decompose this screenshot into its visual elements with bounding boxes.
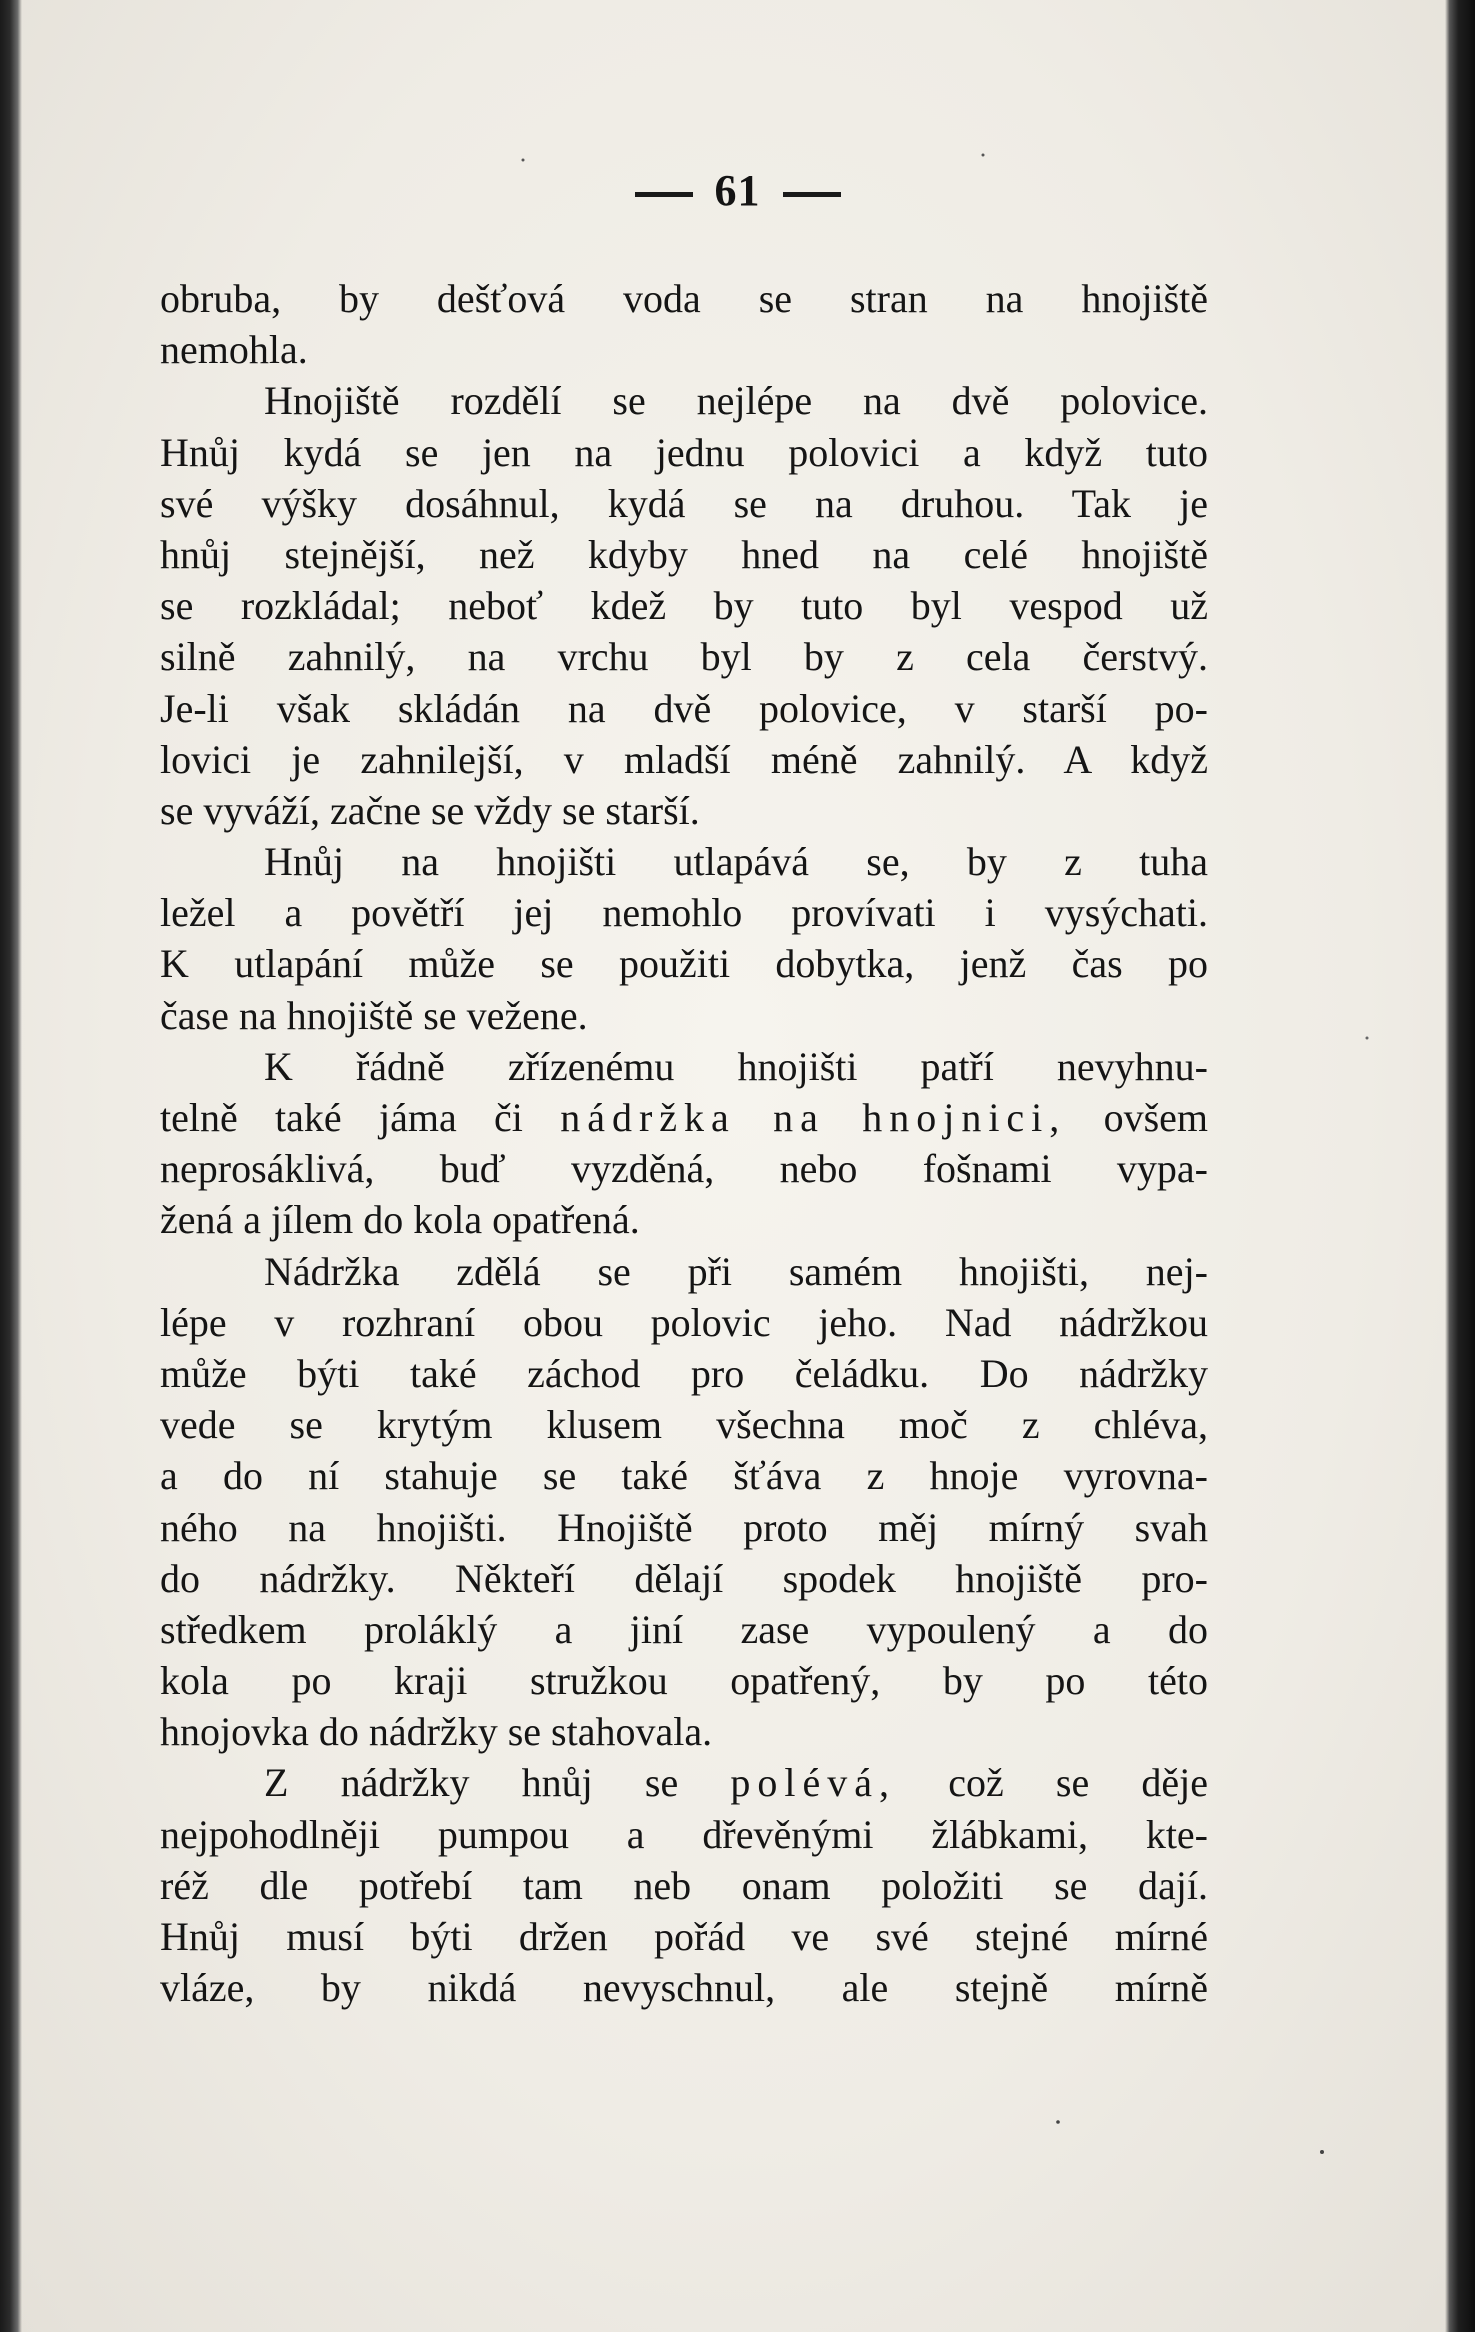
text-line: čase na hnojiště se vežene. <box>160 992 588 1038</box>
text-line: Nádržka zdělá se při samém hnojišti, nej- <box>264 1248 1208 1294</box>
text-line: středkem proláklý a jiní zase vypoulený a do <box>160 1606 1208 1652</box>
right-page-edge <box>1445 0 1475 2332</box>
text-line: do nádržky. Někteří dělají spodek hnojiště pro- <box>160 1555 1208 1601</box>
header-dash-right <box>783 192 841 197</box>
text-line: a do ní stahuje se také šťáva z hnoje vyrovna- <box>160 1453 1208 1499</box>
text-line: se vyváží, začne se vždy se starší. <box>160 787 700 833</box>
header-dash-left <box>635 192 693 197</box>
text-line: vláze, by nikdá nevyschnul, ale stejně mírně <box>160 1965 1208 2011</box>
text-line: se rozkládal; neboť kdež by tuto byl vespod už <box>160 583 1208 629</box>
text-line: hnůj stejnější, než kdyby hned na celé hnojiště <box>160 531 1208 577</box>
text-line: své výšky dosáhnul, kydá se na druhou. Tak je <box>160 480 1208 526</box>
text-line: hnojovka do nádržky se stahovala. <box>160 1709 713 1755</box>
text-line: telně také jáma či nádržka na hnojnici, ovšem <box>160 1095 1209 1140</box>
text-line: K utlapání může se použiti dobytka, jenž čas po <box>160 941 1208 987</box>
text-line: nejpohodlněji pumpou a dřevěnými žlábkami, kte- <box>160 1811 1208 1857</box>
text-line: Z nádržky hnůj se polévá, což se děje <box>264 1760 1209 1806</box>
text-line: neprosáklivá, buď vyzděná, nebo fošnami vypa- <box>160 1146 1208 1192</box>
text-line: Hnůj musí býti držen pořád ve své stejné mírné <box>160 1914 1208 1959</box>
text-line: lovici je zahnilejší, v mladší méně zahnilý. A když <box>160 736 1208 782</box>
text-line: obruba, by dešťová voda se stran na hnojiště <box>160 276 1208 321</box>
text-line: Hnojiště rozdělí se nejlépe na dvě polovice. <box>264 378 1208 424</box>
text-line: lépe v rozhraní obou polovic jeho. Nad nádržkou <box>160 1299 1208 1345</box>
page-header <box>0 165 1475 216</box>
text-line: ležel a povětří jej nemohlo provívati i vysýchati. <box>160 890 1208 936</box>
text-line: nemohla. <box>160 327 308 373</box>
text-line: silně zahnilý, na vrchu byl by z cela čerstvý. <box>160 634 1208 680</box>
text-line: Je-li však skládán na dvě polovice, v starší po- <box>160 685 1208 731</box>
left-page-edge <box>0 0 22 2332</box>
text-line: může býti také záchod pro čeládku. Do nádržky <box>160 1350 1208 1396</box>
text-line: Hnůj kydá se jen na jednu polovici a když tuto <box>160 429 1208 475</box>
page-number: 61 <box>714 166 761 215</box>
text-line: Hnůj na hnojišti utlapává se, by z tuha <box>264 839 1208 885</box>
text-line: ného na hnojišti. Hnojiště proto měj mírný svah <box>160 1504 1208 1550</box>
body-text <box>160 273 1208 2013</box>
text-line: K řádně zřízenému hnojišti patří nevyhnu- <box>264 1043 1208 1089</box>
text-line: réž dle potřebí tam neb onam položiti se dají. <box>160 1862 1208 1908</box>
text-line: vede se krytým klusem všechna moč z chléva, <box>160 1402 1208 1448</box>
text-line: kola po kraji stružkou opatřený, by po této <box>160 1658 1208 1704</box>
text-line: žená a jílem do kola opatřená. <box>160 1197 640 1243</box>
